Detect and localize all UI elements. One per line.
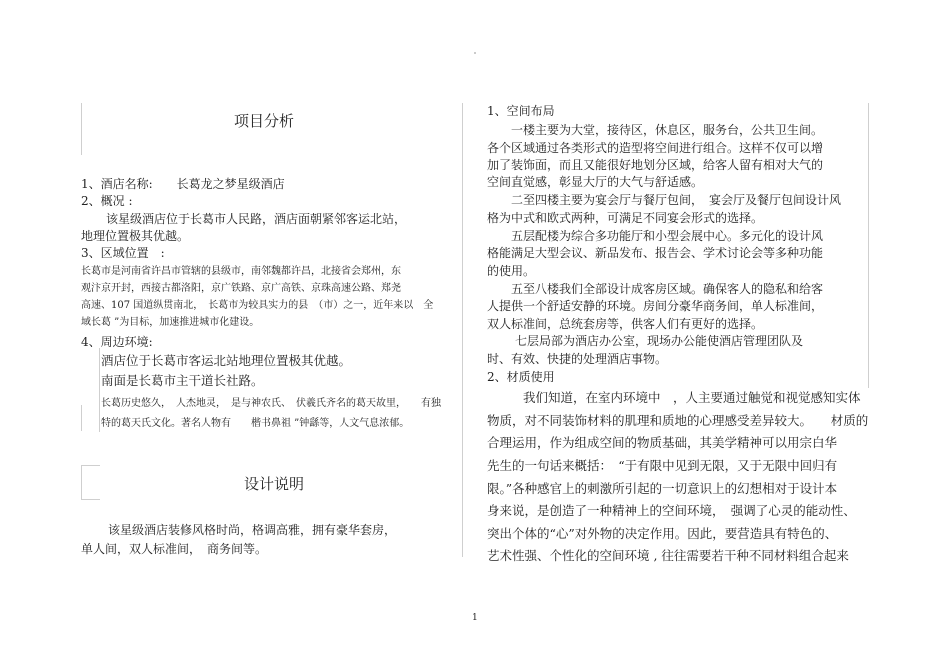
space-layout-text-5: 二至四楼主要为宴会厅与餐厅包间， 宴会厅及餐厅包间设计风	[511, 193, 842, 207]
location-text-1: 长葛市是河南省许昌市管辖的县级市，南邻魏都许昌，北接省会郑州，东	[81, 266, 401, 277]
overview-heading: 2、概况 :	[81, 194, 133, 208]
surroundings-text-3: 长葛历史悠久， 人杰地灵， 是与神农氏、 伏羲氏齐名的葛天故里， 有独	[101, 398, 441, 409]
space-layout-text-13: 七层局部为酒店办公室，现场办公能使酒店管理团队及	[515, 334, 804, 348]
surroundings-text-1: 酒店位于长葛市客运北站地理位置极其优越。	[101, 353, 352, 368]
materials-text-5: 限。”各种感官上的刺激所引起的一切意识上的幻想相对于设计本	[487, 481, 838, 496]
left-panel-left-border	[81, 103, 82, 155]
materials-text-2: 物质，对不同装饰材料的肌理和质地的心理感受差异较大。 材质的	[487, 413, 869, 428]
materials-heading: 2、材质使用	[487, 370, 555, 384]
design-description-title: 设计说明	[244, 475, 305, 493]
materials-text-4: 先生的一句话来概括： “于有限中见到无限，又于无限中回归有	[487, 458, 838, 473]
space-layout-text-10: 五至八楼我们全部设计成客房区域。确保客人的隐私和给客	[511, 282, 824, 296]
space-layout-text-6: 格为中式和欧式两种，可满足不同宴会形式的选择。	[487, 211, 764, 225]
left-panel-left-border-3	[81, 465, 82, 499]
materials-text-7: 突出个体的“心”对外物的决定作用。因此，要营造具有特色的、	[487, 526, 838, 541]
surroundings-text-2: 南面是长葛市主干道长社路。	[101, 373, 264, 388]
space-layout-text-7: 五层配楼为综合多功能厅和小型会展中心。多元化的设计风	[511, 229, 824, 243]
left-panel-left-border-2	[81, 405, 82, 431]
space-layout-text-14: 时、有效、快捷的处理酒店事物。	[487, 352, 668, 366]
space-layout-text-12: 双人标准间，总统套房等，供客人们有更好的选择。	[487, 317, 764, 331]
left-panel-tick	[81, 465, 100, 466]
materials-text-6: 身来说，是创造了一种精神上的空间环境， 强调了心灵的能动性、	[487, 503, 856, 518]
design-text-1: 该星级酒店装修风格时尚，格调高雅，拥有豪华套房，	[108, 523, 397, 537]
materials-text-1: 我们知道，在室内环境中 ，人主要通过触觉和视觉感知实体	[523, 390, 861, 405]
location-text-4: 域长葛 ”为目标，加速推进城市化建设。	[81, 317, 260, 328]
page-number: 1	[472, 613, 478, 623]
design-text-2: 单人间，双人标准间， 商务间等。	[81, 542, 268, 556]
location-heading: 3、区域位置 :	[81, 246, 165, 260]
space-layout-text-1: 一楼主要为大堂，接待区，休息区，服务台，公共卫生间。	[511, 123, 824, 137]
center-divider	[462, 103, 463, 557]
materials-text-8: 艺术性强、个性化的空间环境 , 往往需要若干种不同材料组合起来	[487, 548, 849, 563]
overview-text-1: 该星级酒店位于长葛市人民路，酒店面朝紧邻客运北站，	[106, 212, 407, 226]
surroundings-text-4: 特的葛天氏文化。著名人物有 楷书鼻祖 ”钟繇等，人文气息浓郁。	[101, 418, 410, 429]
surroundings-heading: 4、周边环境:	[81, 335, 153, 349]
left-panel-tick-2	[81, 499, 100, 500]
space-layout-text-11: 人提供一个舒适安静的环境。房间分豪华商务间，单人标准间，	[487, 299, 824, 313]
overview-text-2: 地理位置极其优越。	[81, 229, 190, 243]
space-layout-text-3: 加了装饰面，而且又能很好地划分区域，给客人留有相对大气的	[487, 158, 824, 172]
space-layout-heading: 1、空间布局	[487, 104, 555, 118]
top-dot	[474, 52, 476, 54]
space-layout-text-9: 的使用。	[487, 264, 536, 278]
left-panel-right-border	[99, 348, 100, 432]
location-text-2: 观汴京开封，西接古都洛阳，京广铁路、京广高铁、京珠高速公路、郑尧	[81, 283, 401, 294]
location-text-3: 高速、107 国道纵贯南北， 长葛市为较具实力的县 （市）之一，近年来以 全	[81, 300, 434, 311]
space-layout-text-8: 格能满足大型会议、新品发布、报告会、学术讨论会等多种功能	[487, 246, 824, 260]
right-panel-right-border	[868, 103, 869, 388]
materials-text-3: 合理运用，作为组成空间的物质基础，其美学精神可以用宗白华	[487, 435, 838, 450]
hotel-name-line: 1、酒店名称: 长葛龙之梦星级酒店	[81, 177, 285, 191]
space-layout-text-4: 空间直觉感，彰显大厅的大气与舒适感。	[487, 175, 704, 189]
project-analysis-title: 项目分析	[234, 112, 295, 130]
space-layout-text-2: 各个区域通过各类形式的造型将空间进行组合。这样不仅可以增	[487, 141, 824, 155]
